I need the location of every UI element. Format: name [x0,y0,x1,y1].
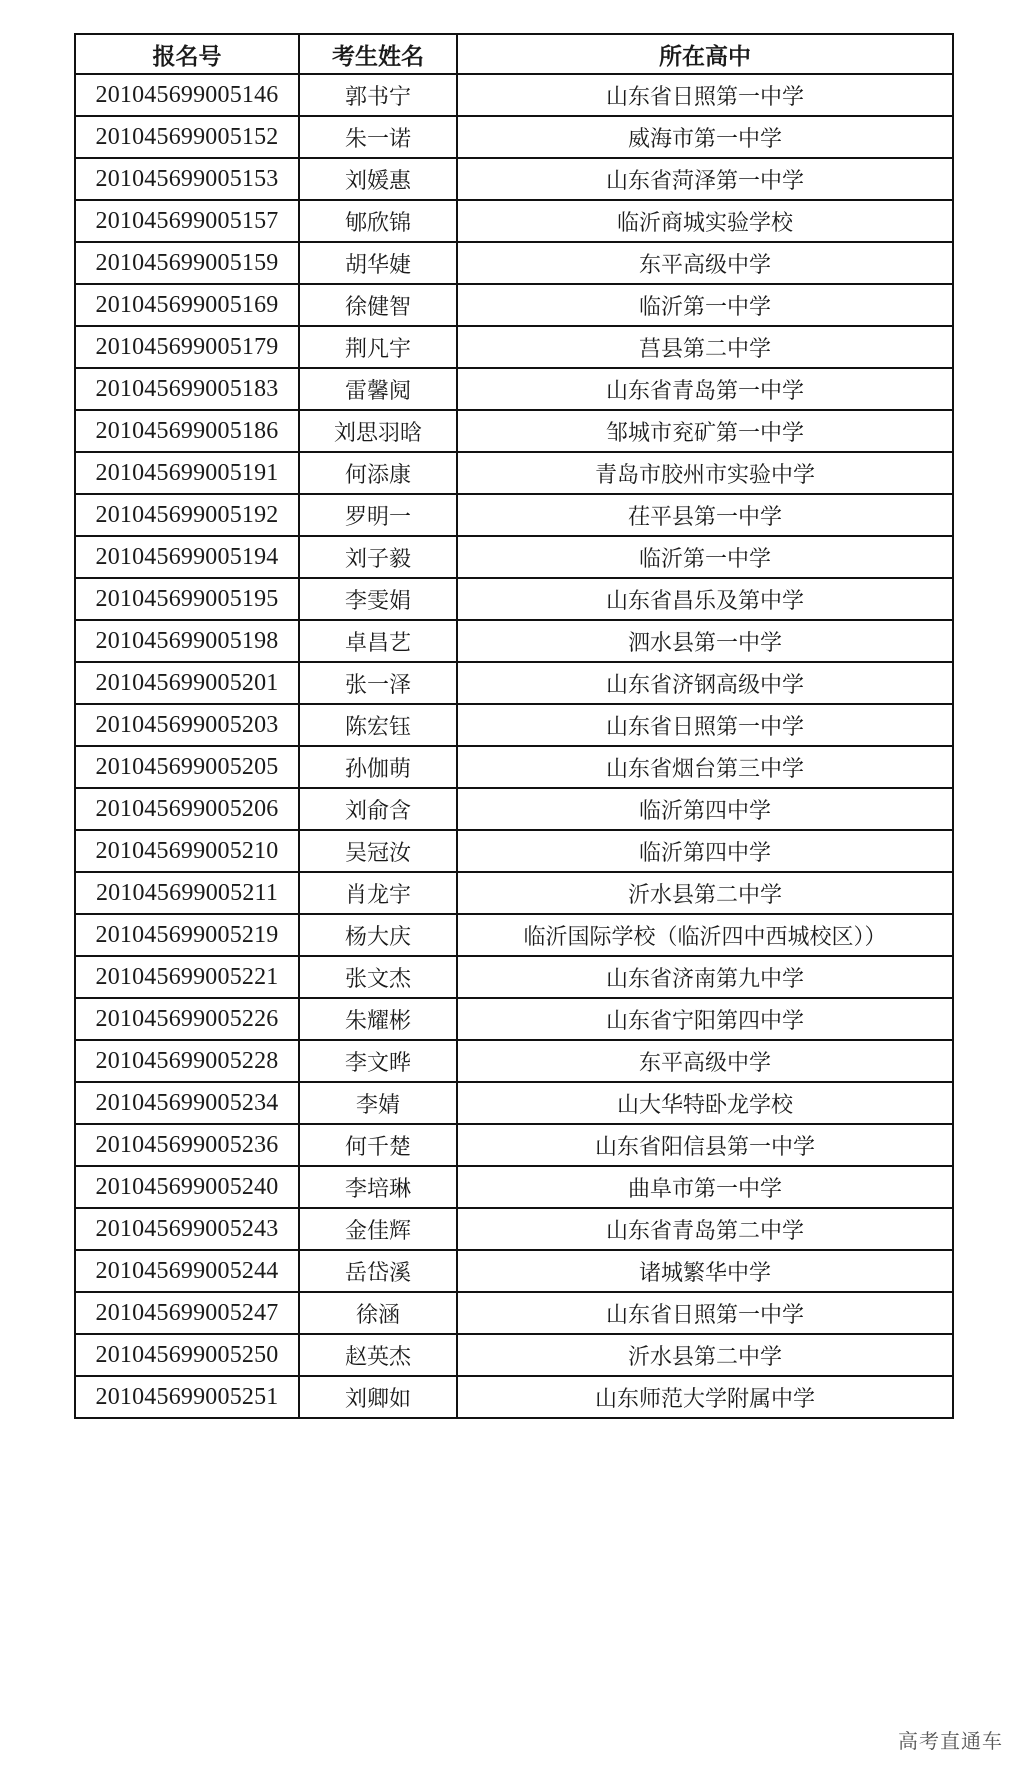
watermark-text: 高考直通车 [898,1729,1003,1753]
header-row [75,34,953,74]
table-row [75,1376,953,1418]
table-row [75,284,953,326]
cell-candidate-name: 刘子毅 [299,536,457,578]
table-row [75,1334,953,1376]
table-row [75,746,953,788]
cell-high-school: 东平高级中学 [457,242,953,284]
cell-candidate-name: 何添康 [299,452,457,494]
table-row [75,1208,953,1250]
table-row [75,578,953,620]
cell-candidate-name: 罗明一 [299,494,457,536]
cell-high-school: 莒县第二中学 [457,326,953,368]
cell-registration-number: 201045699005183 [75,368,299,410]
table-row [75,158,953,200]
cell-high-school: 山东省日照第一中学 [457,1292,953,1334]
cell-candidate-name: 何千楚 [299,1124,457,1166]
cell-registration-number: 201045699005250 [75,1334,299,1376]
table-row [75,1124,953,1166]
cell-candidate-name: 张一泽 [299,662,457,704]
table-row [75,788,953,830]
cell-high-school: 青岛市胶州市实验中学 [457,452,953,494]
cell-high-school: 山东师范大学附属中学 [457,1376,953,1418]
header-candidate-name: 考生姓名 [299,34,457,74]
cell-high-school: 山东省宁阳第四中学 [457,998,953,1040]
cell-high-school: 茌平县第一中学 [457,494,953,536]
cell-candidate-name: 郇欣锦 [299,200,457,242]
cell-registration-number: 201045699005186 [75,410,299,452]
header-registration-number: 报名号 [75,34,299,74]
cell-candidate-name: 朱耀彬 [299,998,457,1040]
table-row [75,368,953,410]
cell-candidate-name: 荆凡宇 [299,326,457,368]
table-row [75,116,953,158]
table-row [75,1040,953,1082]
cell-registration-number: 201045699005234 [75,1082,299,1124]
cell-candidate-name: 岳岱溪 [299,1250,457,1292]
cell-high-school: 山东省济钢高级中学 [457,662,953,704]
cell-high-school: 沂水县第二中学 [457,872,953,914]
table-row [75,914,953,956]
cell-registration-number: 201045699005226 [75,998,299,1040]
cell-high-school: 临沂商城实验学校 [457,200,953,242]
cell-high-school: 泗水县第一中学 [457,620,953,662]
cell-candidate-name: 徐健智 [299,284,457,326]
table-row [75,830,953,872]
cell-high-school: 临沂第四中学 [457,830,953,872]
cell-candidate-name: 李雯娟 [299,578,457,620]
table-row [75,242,953,284]
cell-registration-number: 201045699005211 [75,872,299,914]
cell-candidate-name: 吴冠汝 [299,830,457,872]
cell-high-school: 山东省菏泽第一中学 [457,158,953,200]
cell-registration-number: 201045699005247 [75,1292,299,1334]
cell-candidate-name: 张文杰 [299,956,457,998]
cell-candidate-name: 李婧 [299,1082,457,1124]
cell-registration-number: 201045699005236 [75,1124,299,1166]
cell-high-school: 沂水县第二中学 [457,1334,953,1376]
cell-high-school: 临沂第一中学 [457,536,953,578]
table-row [75,1082,953,1124]
cell-registration-number: 201045699005243 [75,1208,299,1250]
cell-high-school: 威海市第一中学 [457,116,953,158]
cell-registration-number: 201045699005219 [75,914,299,956]
cell-high-school: 山东省昌乐及第中学 [457,578,953,620]
cell-registration-number: 201045699005198 [75,620,299,662]
table-row [75,872,953,914]
table-row [75,998,953,1040]
cell-high-school: 诸城繁华中学 [457,1250,953,1292]
cell-high-school: 山东省日照第一中学 [457,704,953,746]
table-row [75,704,953,746]
cell-candidate-name: 郭书宁 [299,74,457,116]
cell-registration-number: 201045699005195 [75,578,299,620]
cell-candidate-name: 朱一诺 [299,116,457,158]
cell-candidate-name: 胡华婕 [299,242,457,284]
cell-candidate-name: 陈宏钰 [299,704,457,746]
cell-high-school: 山东省日照第一中学 [457,74,953,116]
cell-registration-number: 201045699005194 [75,536,299,578]
cell-high-school: 山东省青岛第一中学 [457,368,953,410]
cell-candidate-name: 李文晔 [299,1040,457,1082]
cell-registration-number: 201045699005251 [75,1376,299,1418]
cell-candidate-name: 孙伽萌 [299,746,457,788]
cell-candidate-name: 雷馨阋 [299,368,457,410]
table-row [75,200,953,242]
cell-candidate-name: 赵英杰 [299,1334,457,1376]
cell-registration-number: 201045699005169 [75,284,299,326]
cell-high-school: 临沂第四中学 [457,788,953,830]
table-row [75,326,953,368]
table-row [75,536,953,578]
header-high-school: 所在高中 [457,34,953,74]
cell-high-school: 山东省济南第九中学 [457,956,953,998]
cell-high-school: 邹城市兖矿第一中学 [457,410,953,452]
cell-registration-number: 201045699005244 [75,1250,299,1292]
cell-registration-number: 201045699005159 [75,242,299,284]
cell-candidate-name: 徐涵 [299,1292,457,1334]
table-row [75,1292,953,1334]
cell-registration-number: 201045699005152 [75,116,299,158]
cell-high-school: 东平高级中学 [457,1040,953,1082]
cell-high-school: 山大华特卧龙学校 [457,1082,953,1124]
cell-candidate-name: 刘媛惠 [299,158,457,200]
table-row [75,662,953,704]
cell-candidate-name: 金佳辉 [299,1208,457,1250]
cell-candidate-name: 刘俞含 [299,788,457,830]
cell-candidate-name: 刘思羽晗 [299,410,457,452]
table-row [75,410,953,452]
cell-registration-number: 201045699005221 [75,956,299,998]
table-row [75,494,953,536]
cell-candidate-name: 杨大庆 [299,914,457,956]
table-row [75,620,953,662]
table-row [75,956,953,998]
table-row [75,74,953,116]
cell-high-school: 曲阜市第一中学 [457,1166,953,1208]
table-row [75,452,953,494]
table-row [75,1250,953,1292]
cell-high-school: 临沂国际学校（临沂四中西城校区）） [457,914,953,956]
cell-registration-number: 201045699005203 [75,704,299,746]
cell-registration-number: 201045699005201 [75,662,299,704]
cell-candidate-name: 刘卿如 [299,1376,457,1418]
cell-high-school: 山东省烟台第三中学 [457,746,953,788]
cell-candidate-name: 肖龙宇 [299,872,457,914]
cell-registration-number: 201045699005192 [75,494,299,536]
cell-registration-number: 201045699005179 [75,326,299,368]
cell-registration-number: 201045699005153 [75,158,299,200]
table-body [75,74,953,1418]
cell-high-school: 山东省青岛第二中学 [457,1208,953,1250]
cell-registration-number: 201045699005228 [75,1040,299,1082]
cell-registration-number: 201045699005146 [75,74,299,116]
cell-registration-number: 201045699005191 [75,452,299,494]
table-row [75,1166,953,1208]
cell-registration-number: 201045699005157 [75,200,299,242]
cell-candidate-name: 卓昌艺 [299,620,457,662]
cell-candidate-name: 李培琳 [299,1166,457,1208]
cell-registration-number: 201045699005210 [75,830,299,872]
cell-high-school: 临沂第一中学 [457,284,953,326]
admission-list-table [74,33,954,1419]
cell-registration-number: 201045699005206 [75,788,299,830]
cell-registration-number: 201045699005240 [75,1166,299,1208]
cell-high-school: 山东省阳信县第一中学 [457,1124,953,1166]
cell-registration-number: 201045699005205 [75,746,299,788]
